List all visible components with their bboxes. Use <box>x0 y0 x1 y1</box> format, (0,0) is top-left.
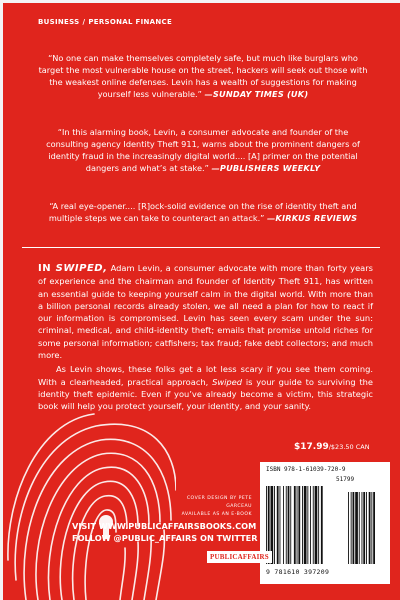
website-link[interactable]: VISIT WWW.PUBLICAFFAIRSBOOKS.COM <box>72 521 257 531</box>
twitter-link[interactable]: FOLLOW @PUBLIC_AFFAIRS ON TWITTER <box>72 532 258 543</box>
price-us: $17.99 <box>294 442 329 452</box>
description-text-2a: As Levin shows, these folks get a lot less scary if you see them coming. With a clearheaded, practical approach, <box>38 364 373 387</box>
barcode-supplement: 51799 <box>336 476 355 483</box>
review-attribution: —SUNDAY TIMES (UK) <box>204 89 309 99</box>
review-text: “A real eye-opener.... [R]ock-solid evidence on the rise of identity theft and multiple steps we can take to counteract an attack.” <box>48 201 357 223</box>
barcode-digits: 9 781610 397209 <box>266 568 330 576</box>
description-text-1: Adam Levin, a consumer advocate with more than forty years of experience and the chairman and founder of Identity Theft 911, has written an essential guide to keeping yourself calm in the digital world. With more than a billion personal records already stolen, we all need a plan for how to react if our information is compromised. Levin has seen every scam under the sun: criminal, medical, and child-identity theft; emails that promise untold riches for some personal information; catfishers; tax fraud; fake debt collectors; and much more. <box>38 263 374 361</box>
lead-in-word: IN <box>38 263 52 274</box>
divider-rule <box>22 247 380 248</box>
category-business: BUSINESS <box>38 18 80 26</box>
description-lead-in <box>38 263 107 274</box>
review-quote-1 <box>38 52 368 100</box>
description-paragraph-1 <box>38 262 373 361</box>
category-label <box>38 18 172 26</box>
category-personal-finance: PERSONAL FINANCE <box>88 18 173 26</box>
credits <box>162 495 252 519</box>
review-text: “In this alarming book, Levin, a consumer advocate and founder of the consulting agency Identity Theft 911, warns about the prominent dangers of identity fraud in the increasingly digital world.... [A] primer on the potential dangers and what’s at stake.” <box>46 127 360 173</box>
scan-edge-top <box>0 0 400 3</box>
price-label <box>294 442 370 452</box>
review-attribution: —KIRKUS REVIEWS <box>267 213 358 223</box>
publisher-links <box>72 521 302 544</box>
fingerprint-illustration <box>6 410 176 600</box>
review-quote-2 <box>38 126 368 174</box>
description-text-2b: is your guide to surviving the identity theft epidemic. Even if you’ve already become a victim, this strategic book will help you protect yourself, your identity, and your sanity. <box>38 376 373 412</box>
review-attribution: —PUBLISHERS WEEKLY <box>211 163 321 173</box>
review-text: “No one can make themselves completely safe, but much like burglars who target the most vulnerable house on the street, hackers will seek out those with the weakest online defenses. Levin has a wealth of suggestions for making yourself less vulnerable.” <box>38 53 368 99</box>
publisher-logo: PUBLICAFFAIRS <box>207 551 272 563</box>
book-description <box>38 262 373 413</box>
review-quote-3 <box>38 200 368 224</box>
lead-in-title: SWIPED, <box>55 263 108 274</box>
cover-design-credit: COVER DESIGN BY PETE GARCEAU <box>186 496 252 509</box>
isbn-text: ISBN 978-1-61039-720-9 <box>266 466 346 473</box>
description-paragraph-2 <box>38 363 373 412</box>
scan-edge-left <box>0 0 3 600</box>
ebook-availability: AVAILABLE AS AN E-BOOK <box>181 512 252 517</box>
category-separator: / <box>82 18 86 26</box>
price-can: /$23.50 CAN <box>328 443 370 451</box>
description-title-italic: Swiped <box>212 376 243 387</box>
